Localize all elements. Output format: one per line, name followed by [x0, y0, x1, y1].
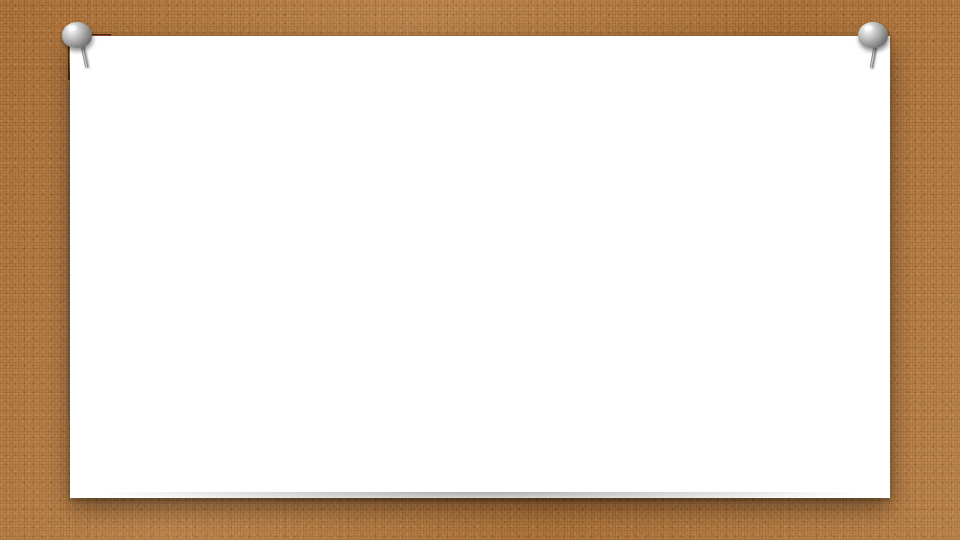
pin-head [62, 22, 92, 48]
push-pin-left-icon [60, 22, 102, 68]
pin-head [858, 22, 888, 48]
push-pin-right-icon [856, 22, 898, 68]
paper-sheet [70, 36, 890, 498]
